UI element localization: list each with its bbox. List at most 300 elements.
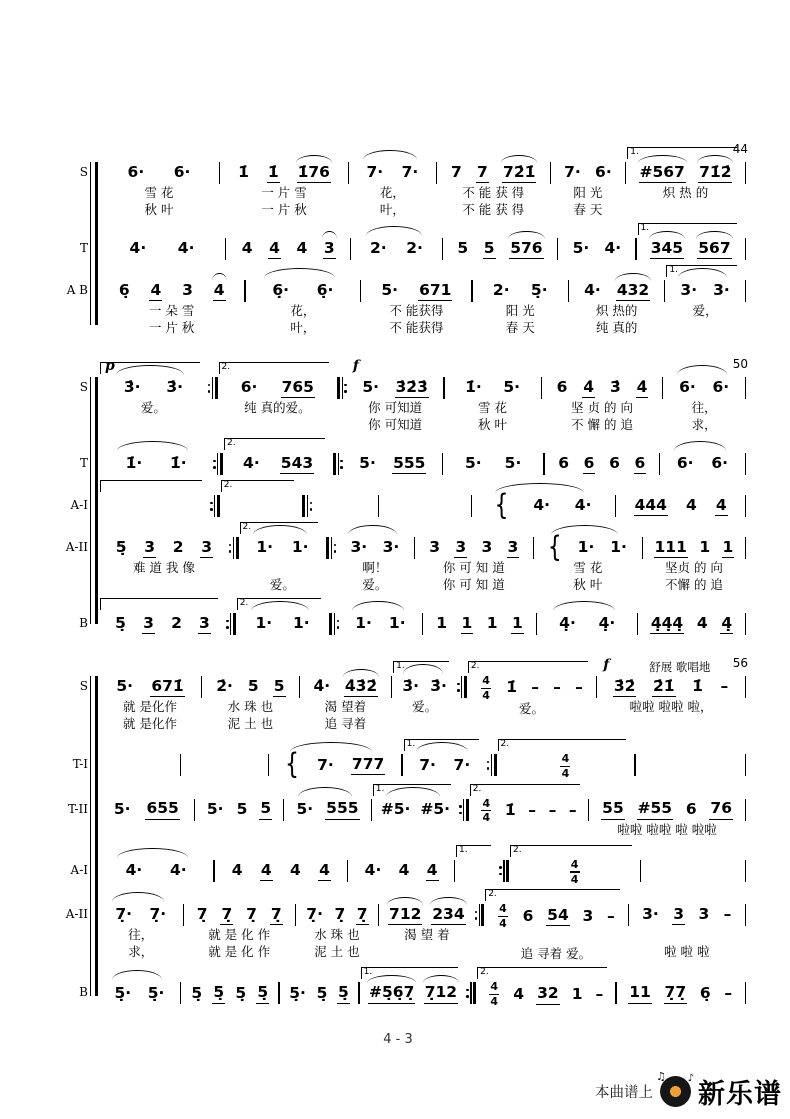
lyric-line: 就 是 化 作	[208, 944, 271, 960]
note: 6	[558, 454, 570, 473]
note: 2·	[406, 239, 423, 258]
volta-bracket: 1.	[404, 739, 479, 751]
notes-row	[99, 237, 225, 261]
measure	[545, 437, 659, 476]
time-signature: 4 4	[482, 796, 491, 825]
note: 3̇·	[402, 677, 420, 696]
volta-bracket	[100, 598, 218, 610]
note: 4·	[243, 454, 260, 473]
part-label: A-II	[65, 540, 88, 554]
note: 3	[507, 538, 520, 558]
measure	[379, 888, 474, 963]
measure	[220, 146, 348, 219]
note: 4	[289, 861, 301, 880]
note: 6̣	[118, 281, 130, 300]
note: 6	[522, 906, 534, 925]
measure	[181, 966, 278, 1007]
note: #567	[639, 163, 686, 183]
note: 3̇·	[123, 378, 141, 397]
note: 3	[200, 538, 213, 558]
volta-bracket: 2.	[237, 598, 322, 610]
part-line	[50, 783, 746, 841]
measure	[343, 437, 442, 476]
lyric-line: 春 天	[573, 202, 603, 217]
note: 3̇·	[166, 378, 183, 397]
lyric-line: 往，	[691, 400, 717, 415]
notes-row	[372, 798, 459, 822]
note: 7̣·	[306, 905, 323, 924]
system-bracket	[90, 676, 98, 996]
note: 1̇·	[125, 454, 143, 473]
note: 4·	[584, 281, 601, 300]
notes-row	[99, 536, 229, 560]
note: 4·	[125, 861, 143, 880]
lyric-line: 雪 花	[573, 560, 603, 575]
note: 54	[546, 906, 570, 926]
note: 6·	[173, 163, 191, 182]
note: 3	[454, 538, 467, 558]
lyric-line: 秋 叶	[573, 577, 603, 592]
lyric-line: 爱。	[518, 701, 544, 717]
lyric-line	[665, 320, 744, 337]
note: 3·	[642, 905, 659, 924]
volta-bracket: 2.	[477, 967, 607, 979]
lyric-line: 坚贞 的 向	[664, 560, 723, 575]
lyric-line	[284, 822, 370, 839]
measure	[415, 521, 533, 594]
slur-arc	[352, 601, 403, 611]
measure	[617, 966, 745, 1007]
notes-row	[336, 536, 414, 560]
note: 3	[698, 905, 710, 924]
measure	[443, 222, 558, 261]
note: 71̇2̇	[698, 163, 732, 183]
measure	[637, 222, 745, 261]
note: 5·	[206, 799, 224, 818]
notes-row	[542, 376, 663, 400]
note: 11	[628, 983, 652, 1003]
note: 4̣·	[598, 614, 616, 633]
measure	[218, 361, 338, 434]
measure	[542, 361, 663, 434]
slur-arc	[264, 268, 335, 278]
note: 1	[461, 614, 474, 634]
note: 3	[143, 538, 156, 558]
note: 4·	[169, 861, 187, 880]
note: 2̇1̇	[652, 677, 676, 697]
measure	[269, 738, 402, 779]
measure	[312, 479, 378, 518]
note: #5̣6̣7̣	[368, 983, 415, 1003]
note: 7·	[453, 755, 471, 774]
note: 5	[273, 677, 286, 697]
part-label: A-I	[70, 862, 88, 877]
note: 1	[436, 614, 448, 633]
lyric-line	[392, 716, 457, 733]
note: 345	[650, 239, 684, 259]
lyric-line: 啦 啦 啦	[664, 944, 710, 960]
measure	[497, 738, 635, 779]
start-repeat-barline	[329, 597, 339, 636]
part-label: A-II	[65, 907, 88, 922]
measures-row	[99, 966, 746, 1007]
lyric-line: 花，	[290, 303, 316, 318]
measure	[99, 597, 226, 636]
notes-row	[415, 536, 533, 560]
notes-row	[476, 981, 615, 1007]
note: 4	[696, 614, 708, 633]
lyric-line: 爱。	[412, 699, 438, 714]
measure	[99, 783, 194, 841]
measure	[349, 146, 436, 219]
notes-row	[246, 279, 361, 303]
lyric-line	[469, 824, 588, 841]
notes-row	[296, 903, 378, 927]
volta-bracket: 2.	[498, 739, 627, 751]
volta-bracket: 1.	[627, 147, 737, 159]
lyric-line	[379, 944, 474, 961]
measure	[379, 479, 470, 518]
notes-row	[351, 237, 441, 261]
measures-row	[99, 521, 746, 594]
measure	[280, 966, 359, 1007]
lyric-line: 叶，	[290, 320, 316, 335]
measure	[99, 844, 213, 885]
slur-arc	[290, 742, 372, 752]
measure	[589, 783, 744, 841]
note: 1	[511, 614, 524, 634]
measure	[99, 222, 225, 261]
note: –	[575, 678, 583, 697]
notes-row	[484, 903, 627, 929]
note: 1·	[355, 614, 372, 633]
notes-row	[437, 161, 550, 185]
measures-row	[99, 597, 746, 636]
lyric-line	[99, 417, 208, 434]
measure	[195, 783, 283, 841]
note: 5̣	[256, 983, 269, 1003]
note: 5·	[296, 799, 314, 818]
note: 3	[429, 538, 441, 557]
note: 5·	[362, 378, 380, 397]
note: 3·	[713, 281, 730, 300]
note: 4̇	[582, 378, 595, 398]
volta-bracket	[100, 480, 202, 492]
note: –	[595, 984, 604, 1003]
notes-row	[195, 798, 283, 822]
note: 7̣12	[424, 983, 458, 1003]
note: 4·	[177, 239, 195, 258]
lyric-line: 你 可 知 道	[442, 560, 505, 575]
note: 4	[268, 239, 281, 259]
volta-bracket: 2.	[470, 784, 580, 796]
note: 1̇·	[465, 378, 482, 397]
barline	[745, 888, 746, 927]
measure	[99, 738, 180, 779]
note: 76	[709, 799, 733, 819]
measure	[443, 437, 544, 476]
measure	[626, 146, 745, 219]
part-line	[50, 844, 746, 885]
note: 5̣	[115, 538, 127, 557]
note: 6	[685, 799, 697, 818]
note: 567	[697, 239, 731, 259]
note: 5	[236, 799, 248, 818]
note: 2	[172, 538, 184, 557]
volta-bracket: 1.	[373, 784, 451, 796]
end-repeat-barline	[208, 361, 218, 400]
notes-row	[312, 494, 378, 518]
lyric-line: 啦啦 啦啦 啦，	[629, 699, 713, 714]
note: 4̣·	[559, 614, 576, 633]
lyric-line: 追 寻着 爱。	[520, 946, 592, 962]
notes-row	[218, 376, 338, 400]
measure	[296, 888, 378, 963]
notes-row	[638, 612, 745, 636]
note: 4	[715, 496, 728, 516]
lyric-line	[218, 417, 338, 434]
note: #55	[637, 799, 674, 819]
note: 6·	[595, 163, 612, 182]
measure	[537, 597, 637, 636]
notes-row	[467, 675, 596, 701]
note: 7·	[564, 163, 581, 182]
notes-row	[534, 531, 642, 564]
note: 7·	[366, 163, 384, 182]
barline	[745, 844, 746, 883]
measure	[551, 146, 625, 219]
note: 1	[722, 538, 735, 558]
measure	[455, 844, 499, 885]
notes-row	[99, 494, 210, 518]
note: 4	[149, 281, 162, 301]
start-repeat-barline	[337, 361, 347, 400]
note: 4̣4̣4̣	[650, 614, 684, 634]
note: 712	[388, 905, 422, 925]
lyric-line	[597, 716, 745, 733]
note: 432	[616, 281, 650, 301]
note: 5	[247, 677, 259, 696]
note: 7̣	[334, 905, 346, 924]
measure	[361, 264, 471, 337]
lyric-line: 炽 热 的	[662, 185, 709, 200]
note: 1̇	[506, 678, 518, 697]
volta-bracket: 2.	[224, 438, 325, 450]
measure	[641, 844, 744, 885]
slur-arc	[366, 226, 422, 236]
note: 555	[325, 799, 359, 819]
note: 7·	[317, 755, 334, 774]
part-line	[50, 479, 746, 522]
notes-row	[348, 859, 453, 883]
time-signature: 4 4	[570, 857, 579, 886]
part-line	[50, 966, 746, 1007]
lyric-line: 渴 望着	[324, 699, 367, 714]
lyric-line: 雪 花	[144, 185, 174, 200]
measure	[223, 437, 333, 476]
note: 765	[281, 378, 315, 398]
note: 5̣·	[289, 983, 306, 1002]
note: 6·	[679, 378, 696, 397]
note: 543	[280, 454, 314, 474]
part-label: S	[79, 380, 88, 394]
note: 3	[323, 239, 336, 259]
measures-row	[99, 437, 746, 476]
part-label: B	[79, 616, 88, 630]
lyric-line: 求，	[691, 417, 717, 432]
notes-row	[347, 376, 444, 400]
note: 4·	[533, 496, 550, 515]
barline	[745, 264, 746, 303]
note: 6·	[676, 454, 694, 473]
note: 4	[260, 861, 273, 881]
notes-row	[445, 376, 541, 400]
note: 4	[513, 984, 525, 1003]
note: 4	[318, 861, 331, 881]
dynamic-mark: p	[105, 358, 115, 374]
note: 671	[418, 281, 452, 301]
watermark	[595, 1072, 782, 1111]
note: 7·	[401, 163, 419, 182]
measure	[360, 966, 467, 1007]
barline	[745, 966, 746, 1005]
note: 4̇3̇2̇	[344, 677, 378, 697]
notes-row	[99, 612, 226, 636]
note: 5	[483, 239, 496, 259]
part-label: T	[79, 241, 88, 255]
end-repeat-barline	[475, 888, 485, 927]
note: 4·	[574, 496, 592, 515]
note: 5̣	[115, 614, 126, 633]
note: 1̇76	[297, 163, 331, 183]
notes-row	[663, 376, 744, 400]
note: 777	[351, 755, 385, 775]
measure	[484, 888, 627, 963]
slur-arc	[674, 441, 727, 451]
lyric-line: 春 天	[505, 320, 535, 335]
lyric-line	[629, 927, 745, 944]
lyric-line: 爱。	[269, 577, 295, 592]
lyric-line: 一 片 秋	[261, 202, 307, 217]
note: 7̣	[270, 905, 283, 925]
notes-row	[99, 452, 213, 476]
notes-row	[392, 675, 457, 699]
note: 576	[509, 239, 543, 259]
note: –	[606, 906, 615, 925]
note: 6·	[240, 378, 258, 397]
part-line	[50, 521, 746, 594]
notes-row	[223, 452, 333, 476]
slur-arc	[112, 970, 162, 980]
lyric-line	[626, 202, 745, 219]
note: 5̣	[337, 983, 350, 1003]
note: 4·	[129, 239, 147, 258]
note: 3	[142, 614, 155, 634]
notes-row	[220, 494, 303, 518]
note: 671̇	[150, 677, 184, 697]
tempo-text: 舒展 歌唱地	[649, 660, 711, 674]
notes-row	[643, 536, 745, 560]
notes-row	[361, 279, 471, 303]
note: 1̇	[504, 801, 516, 820]
part-label: T-II	[68, 801, 88, 816]
part-label: A B	[66, 283, 88, 297]
notes-row	[181, 753, 267, 777]
slur-arc	[553, 601, 615, 611]
lyric-line	[239, 560, 327, 577]
measure	[99, 437, 213, 476]
measures-row	[99, 844, 746, 885]
time-signature: 4 4	[482, 674, 490, 702]
lyric-line: 就 是化作	[123, 699, 177, 714]
slur-arc	[363, 150, 417, 160]
note: 7̣7̣	[664, 983, 688, 1003]
notes-row	[473, 279, 568, 303]
notes-row	[589, 798, 744, 822]
notes-row	[99, 376, 208, 400]
lyric-line: 你 可 知 道	[442, 577, 505, 592]
barline	[745, 521, 746, 560]
note: 1·	[610, 538, 627, 557]
part-line	[50, 437, 746, 476]
measure	[616, 479, 744, 518]
part-line	[50, 358, 746, 434]
note: 7̣	[356, 905, 369, 925]
lyric-line	[195, 822, 283, 839]
measure	[99, 521, 229, 594]
lyric-line: 一 片 雪	[261, 185, 307, 200]
notes-row	[636, 753, 745, 777]
lyric-line: 啊！	[362, 560, 388, 575]
part-line	[50, 146, 746, 219]
note: 1·	[256, 538, 274, 557]
note: 5̣	[212, 983, 225, 1003]
note: 1·	[577, 538, 595, 557]
lyric-line: 纯 真的	[595, 320, 638, 335]
measure	[372, 783, 459, 841]
end-repeat-barline	[459, 783, 469, 822]
note: 3̇·	[430, 677, 447, 696]
note: –	[568, 801, 577, 820]
part-label: A-I	[70, 498, 88, 512]
volta-bracket: 1.	[666, 265, 736, 277]
volta-bracket: 1.	[361, 967, 459, 979]
notes-row	[236, 612, 330, 636]
lyric-line	[99, 577, 229, 594]
dynamic-mark: f	[352, 358, 359, 374]
note: 6	[609, 454, 620, 473]
time-signature: 4 4	[561, 752, 570, 781]
notes-row	[99, 675, 201, 699]
note: 1	[571, 984, 583, 1003]
note: 5̣	[235, 983, 247, 1002]
notes-row	[569, 279, 664, 303]
note: 1̇·	[169, 454, 187, 473]
lyric-line: 往，	[128, 927, 154, 943]
measure	[472, 479, 616, 522]
measure	[636, 738, 745, 779]
measure	[469, 783, 588, 841]
measures-row	[99, 783, 746, 841]
measure	[236, 597, 330, 636]
lyric-line: 叶，	[379, 202, 405, 217]
barline	[745, 738, 746, 777]
note: 555	[392, 454, 426, 474]
end-repeat-barline	[229, 521, 239, 560]
note: 655	[145, 799, 179, 819]
note: 6̣·	[272, 281, 289, 300]
notes-row	[537, 612, 637, 636]
